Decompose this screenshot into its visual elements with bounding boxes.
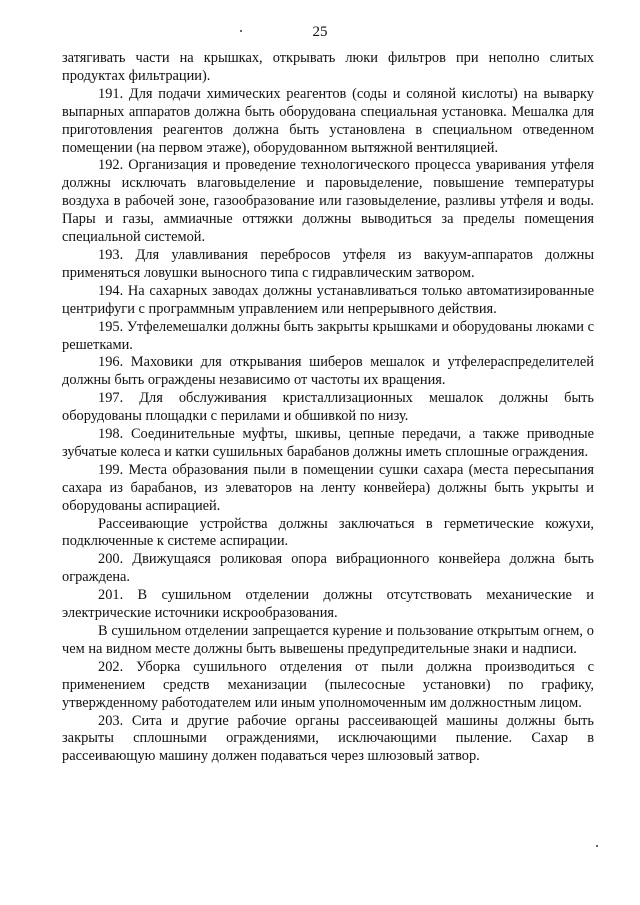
paragraph-195: 195. Утфелемешалки должны быть закрыты крышками и оборудованы люками с решетками.: [62, 318, 594, 353]
paragraph-202: 202. Уборка сушильного отделения от пыли должна производиться с применением средств механизации (пылесосные установки) по графику, утвержденному работодателем или иным уполномоченным им должностным лицом.: [62, 658, 594, 711]
paragraph-192: 192. Организация и проведение технологического процесса уваривания утфеля должны исключать влаговыделение и паровыделение, повышение температуры воздуха в рабочей зоне, газообразование или газовыделение, разливы утфеля и воды. Пары и газы, аммиачные оттяжки должны выводиться за пределы помещения специальной системой.: [62, 157, 594, 246]
paragraph-199-cont: Рассеивающие устройства должны заключаться в герметические кожухи, подключенные к системе аспирации.: [62, 515, 594, 550]
paragraph-194: 194. На сахарных заводах должны устанавливаться только автоматизированные центрифуги с программным управлением или непрерывного действия.: [62, 282, 594, 317]
paragraph-198: 198. Соединительные муфты, шкивы, цепные передачи, а также приводные зубчатые колеса и катки сушильных барабанов должны иметь сплошные ограждения.: [62, 426, 594, 460]
document-body: [62, 50, 594, 766]
paragraph-199: 199. Места образования пыли в помещении сушки сахара (места пересыпания сахара из барабанов, из элеваторов на ленту конвейера) должны быть укрыты и оборудованы аспирацией.: [62, 461, 594, 514]
scan-speck: [240, 30, 242, 32]
paragraph-196: 196. Маховики для открывания шиберов мешалок и утфелераспределителей должны быть ограждены независимо от частоты их вращения.: [62, 354, 594, 389]
scan-speck: [596, 845, 598, 847]
paragraph-203: 203. Сита и другие рабочие органы рассеивающей машины должны быть закрыты сплошными ограждениями, исключающими пыление. Сахар в рассеивающую машину должен подаваться через шлюзовый затвор.: [62, 712, 594, 765]
paragraph-191: 191. Для подачи химических реагентов (соды и соляной кислоты) на выварку выпарных аппаратов должна быть оборудована специальная установка. Мешалка для приготовления реагентов должна быть установлена в специальном отведенном помещении (на первом этаже), оборудованном вытяжной вентиляцией.: [62, 85, 594, 156]
page-number: 25: [312, 24, 328, 40]
paragraph-193: 193. Для улавливания перебросов утфеля из вакуум-аппаратов должны применяться ловушки выносного типа с гидравлическим затвором.: [62, 246, 594, 281]
paragraph-201-cont: В сушильном отделении запрещается курение и пользование открытым огнем, о чем на видном месте должны быть вывешены предупредительные знаки и надписи.: [62, 623, 594, 657]
paragraph-200: 200. Движущаяся роликовая опора вибрационного конвейера должна быть ограждена.: [62, 551, 594, 586]
paragraph-201: 201. В сушильном отделении должны отсутствовать механические и электрические источники искрообразования.: [62, 587, 594, 622]
paragraph: затягивать части на крышках, открывать люки фильтров при неполно слитых продуктах фильтрации).: [62, 50, 594, 84]
paragraph-197: 197. Для обслуживания кристаллизационных мешалок должны быть оборудованы площадки с перилами и обшивкой по низу.: [62, 390, 594, 425]
